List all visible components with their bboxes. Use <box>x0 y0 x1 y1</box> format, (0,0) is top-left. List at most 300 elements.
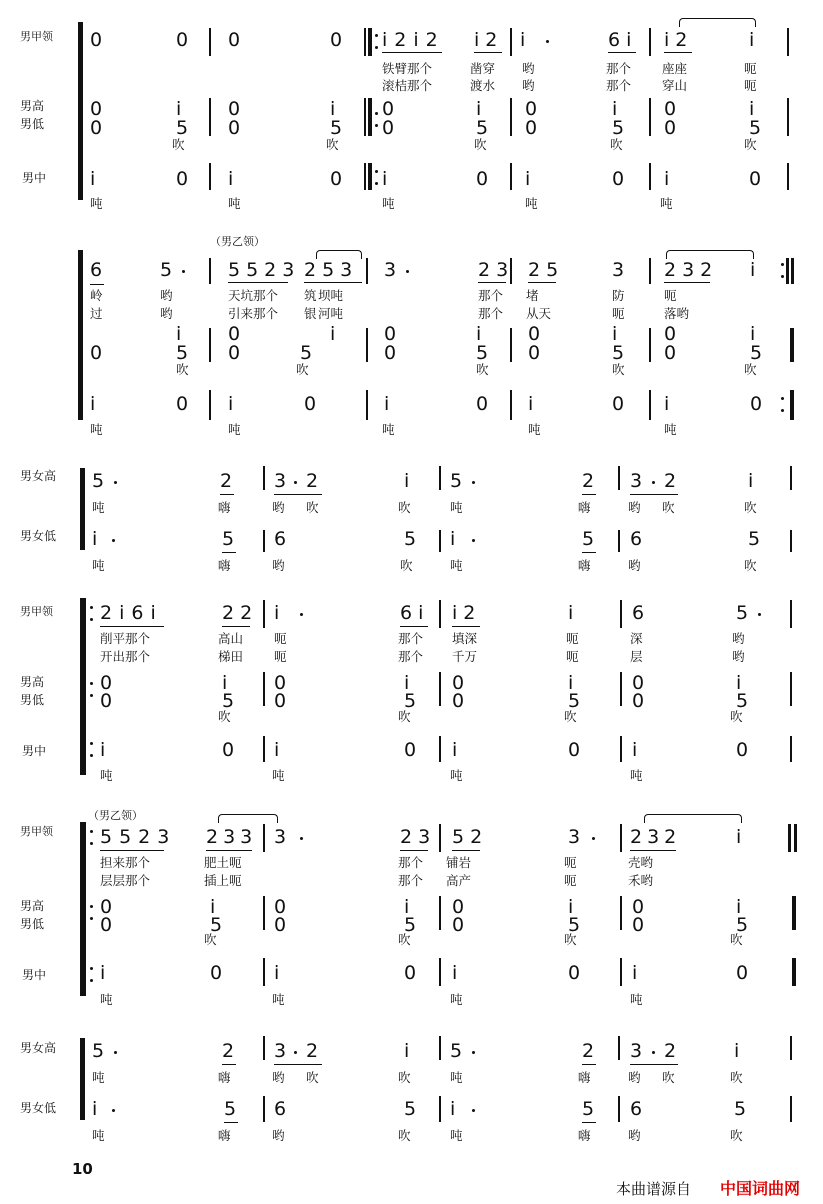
lead-lyric: 哟 <box>160 288 173 303</box>
beam-line <box>582 1064 596 1065</box>
lead-lyric: 哟 <box>732 649 745 664</box>
tie-arc <box>644 814 742 823</box>
beam-line <box>228 282 288 283</box>
lyric: 吹 <box>744 500 757 515</box>
beam-line <box>630 494 678 495</box>
bar-line <box>790 1036 792 1060</box>
lead-lyric: 呃 <box>564 873 577 888</box>
note: 52 <box>452 826 489 848</box>
dun: 吨 <box>382 196 395 211</box>
note: 2 <box>220 470 233 492</box>
note: 5 <box>176 342 189 364</box>
beam-line <box>478 282 506 283</box>
label-nanzhong: 男中 <box>22 744 47 758</box>
bar-line <box>790 672 792 706</box>
beam-line <box>220 494 234 495</box>
note: 5 <box>450 470 463 492</box>
lead-lyric: 深 <box>630 631 643 646</box>
bar-line <box>368 98 372 136</box>
lyric: 哟 <box>628 558 641 573</box>
lyric: 吨 <box>92 558 105 573</box>
note: 0 <box>568 739 581 761</box>
dun: 吨 <box>630 768 643 783</box>
bar-line <box>620 672 622 706</box>
note: 2 <box>664 470 677 492</box>
lead-lyric: 开出那个 <box>100 649 151 664</box>
bar-line <box>209 98 211 136</box>
dun: 吨 <box>630 992 643 1007</box>
note: 5 <box>750 342 763 364</box>
note: 3 <box>630 1040 643 1062</box>
note: 23 <box>478 259 515 281</box>
note: 5 <box>404 914 417 936</box>
dot-mark <box>375 170 378 173</box>
lead-lyric: 穿山 <box>662 78 688 93</box>
dot-mark <box>375 46 378 49</box>
note: 0 <box>404 739 417 761</box>
bar-line <box>620 958 622 986</box>
lead-lyric: 河吨 <box>318 306 344 321</box>
note: 0 <box>176 29 189 51</box>
bar-line <box>510 163 512 190</box>
note: 5 <box>176 117 189 139</box>
note: 0 <box>90 98 103 120</box>
bar-line <box>790 466 792 490</box>
note: i <box>274 739 280 761</box>
bar-line <box>620 736 622 762</box>
bar-line <box>794 824 797 852</box>
beam-line <box>222 552 236 553</box>
note: 5 <box>210 914 223 936</box>
dot-mark <box>375 182 378 185</box>
lyric: 吹 <box>730 1128 743 1143</box>
note: 233 <box>206 826 258 848</box>
note: i <box>520 29 526 51</box>
note: 2 <box>306 1040 319 1062</box>
note: 0 <box>384 323 397 345</box>
bar-line <box>618 530 620 552</box>
note: 5 <box>612 117 625 139</box>
note: 0 <box>228 98 241 120</box>
lyric: 吹 <box>398 1128 411 1143</box>
lead-lyric: 插上呃 <box>204 873 242 888</box>
note: 5 <box>404 690 417 712</box>
source-label: 本曲谱源自 <box>616 1180 692 1198</box>
note: 6 <box>630 528 643 550</box>
lyric: 吹 <box>306 500 319 515</box>
lead-lyric: 座座 <box>662 61 688 76</box>
bar-line <box>263 600 265 628</box>
dun: 吨 <box>100 992 113 1007</box>
note: i <box>404 470 410 492</box>
bar-line <box>439 958 441 986</box>
label-nannv-gao: 男女高 <box>20 469 57 483</box>
dun: 吨 <box>228 196 241 211</box>
beam-line <box>206 850 252 851</box>
dun: 吨 <box>450 992 463 1007</box>
bar-line <box>439 1096 441 1122</box>
note: 0 <box>736 739 749 761</box>
beam-line <box>222 1064 236 1065</box>
note: 6 <box>90 259 103 281</box>
chui: 吹 <box>564 932 577 947</box>
lyric: 嗨 <box>218 500 231 515</box>
note: 5 <box>450 1040 463 1062</box>
note: 5523 <box>100 826 177 848</box>
chui: 吹 <box>218 709 231 724</box>
bar-line <box>366 328 368 362</box>
lyric: 吹 <box>744 558 757 573</box>
lead-lyric: 那个 <box>398 855 424 870</box>
lyric: 吹 <box>306 1070 319 1085</box>
bar-line <box>263 672 265 706</box>
note: 5 <box>568 690 581 712</box>
note: 232 <box>630 826 682 848</box>
lead-lyric: 防 <box>612 288 625 303</box>
chui: 吹 <box>744 362 757 377</box>
note: 2i6i <box>100 602 163 624</box>
lead-lyric: 那个 <box>478 306 504 321</box>
lead-lyric: 落哟 <box>664 306 690 321</box>
lead-lyric: 那个 <box>478 288 504 303</box>
note: i <box>748 470 754 492</box>
note: 6 <box>630 1098 643 1120</box>
note: i <box>568 672 574 694</box>
bar-line <box>787 28 789 56</box>
bar-line <box>209 28 211 56</box>
bar-line <box>368 28 372 56</box>
note: i <box>750 323 756 345</box>
note: 0 <box>664 117 677 139</box>
bar-line <box>263 1036 265 1060</box>
lead-lyric: 哟 <box>160 306 173 321</box>
note: 23 <box>400 826 437 848</box>
lead-lyric: 梯田 <box>218 649 244 664</box>
note: 0 <box>330 29 343 51</box>
lyric: 哟 <box>272 558 285 573</box>
note: 6 <box>274 528 287 550</box>
note: 5523 <box>228 259 301 281</box>
bar-line <box>620 600 622 628</box>
note: 5 <box>222 528 235 550</box>
note: 0 <box>736 962 749 984</box>
note: 5 <box>582 528 595 550</box>
note: 2 <box>306 470 319 492</box>
dot-mark <box>300 837 303 840</box>
note: 5 <box>224 1098 237 1120</box>
lead-lyric: 呃 <box>664 288 677 303</box>
dot-mark <box>758 613 761 616</box>
note: 3 <box>274 1040 287 1062</box>
note: 5 <box>736 602 749 624</box>
lead-lyric: 从天 <box>526 306 552 321</box>
dot-mark <box>781 409 784 412</box>
bar-line <box>510 28 512 56</box>
note: 3 <box>612 259 625 281</box>
chui: 吹 <box>176 362 189 377</box>
note: i <box>210 896 216 918</box>
label-nannv-gao: 男女高 <box>20 1041 57 1055</box>
beam-line <box>100 626 164 627</box>
note: i <box>736 896 742 918</box>
note: i <box>749 98 755 120</box>
lead-lyric: 引来那个 <box>228 306 279 321</box>
beam-line <box>224 1122 238 1123</box>
note: 0 <box>525 98 538 120</box>
beam-line <box>400 850 428 851</box>
note: 2 <box>222 1040 235 1062</box>
label-nannv-di: 男女低 <box>20 529 57 543</box>
bar-line <box>209 328 211 362</box>
bar-line <box>510 390 512 420</box>
note: i <box>450 528 456 550</box>
note: i2 <box>474 29 504 51</box>
site-name[interactable]: 中国词曲网 <box>720 1179 801 1198</box>
chui: 吹 <box>730 932 743 947</box>
label-nanyi-ling: （男乙领） <box>88 809 143 822</box>
dot-mark <box>472 1109 475 1112</box>
note: 0 <box>528 342 541 364</box>
note: i <box>632 962 638 984</box>
beam-line <box>304 282 362 283</box>
bar-line <box>649 390 651 420</box>
chui: 吹 <box>474 137 487 152</box>
lyric: 吹 <box>398 1070 411 1085</box>
dun: 吨 <box>90 422 103 437</box>
dot-mark <box>90 606 93 609</box>
dot-mark <box>90 967 93 970</box>
note: 5 <box>160 259 173 281</box>
note: i <box>274 602 280 624</box>
chui: 吹 <box>172 137 185 152</box>
lyric: 嗨 <box>578 1128 591 1143</box>
note: i2i2 <box>382 29 445 51</box>
system-bracket <box>78 250 83 420</box>
note: 3 <box>630 470 643 492</box>
note: 5 <box>476 117 489 139</box>
dot-mark <box>90 694 93 697</box>
beam-line <box>400 626 428 627</box>
note: 0 <box>404 962 417 984</box>
lyric: 嗨 <box>578 1070 591 1085</box>
note: i <box>612 323 618 345</box>
dot-mark <box>114 1051 117 1054</box>
dun: 吨 <box>382 422 395 437</box>
note: i <box>274 962 280 984</box>
tie-arc <box>316 250 362 259</box>
dun: 吨 <box>660 196 673 211</box>
chui: 吹 <box>612 362 625 377</box>
lead-lyric: 禾哟 <box>628 873 654 888</box>
note: 0 <box>210 962 223 984</box>
bar-line <box>791 258 794 284</box>
note: 0 <box>382 98 395 120</box>
lead-lyric: 那个 <box>398 631 424 646</box>
lead-lyric: 高山 <box>218 631 244 646</box>
lyric: 嗨 <box>578 500 591 515</box>
label-nandi: 男低 <box>20 117 45 131</box>
dot-mark <box>112 1109 115 1112</box>
label-nanzhong: 男中 <box>22 968 47 982</box>
label-nanjia-ling: 男甲领 <box>20 825 53 838</box>
lyric: 吨 <box>92 1128 105 1143</box>
label-nangao: 男高 <box>20 99 45 113</box>
beam-line <box>630 850 676 851</box>
bar-line <box>792 958 796 986</box>
note: i <box>228 168 234 190</box>
beam-line <box>664 52 692 53</box>
label-nanyi-ling: （男乙领） <box>210 235 265 248</box>
lead-lyric: 那个 <box>606 61 632 76</box>
bar-line <box>263 896 265 930</box>
note: i <box>476 98 482 120</box>
system-bracket <box>80 468 85 550</box>
note: i <box>476 323 482 345</box>
lyric: 吹 <box>400 558 413 573</box>
lead-lyric: 呃 <box>744 78 757 93</box>
bar-line <box>209 390 211 420</box>
note: i <box>750 259 756 281</box>
bar-line <box>787 98 789 136</box>
dot-mark <box>90 917 93 920</box>
bar-line <box>83 598 86 775</box>
dun: 吨 <box>664 422 677 437</box>
lead-lyric: 呃 <box>612 306 625 321</box>
note: 0 <box>100 896 113 918</box>
note: 0 <box>632 690 645 712</box>
dot-mark <box>90 754 93 757</box>
note: i <box>664 168 670 190</box>
lyric: 吹 <box>730 1070 743 1085</box>
note: 0 <box>274 690 287 712</box>
bar-line <box>439 1036 441 1060</box>
bar-line <box>649 258 651 284</box>
note: i <box>568 602 574 624</box>
dot-mark <box>472 539 475 542</box>
note: i <box>734 1040 740 1062</box>
lead-lyric: 哟 <box>522 78 535 93</box>
note: 5 <box>612 342 625 364</box>
lyric: 吹 <box>662 1070 675 1085</box>
beam-line <box>582 1122 596 1123</box>
beam-line <box>582 552 596 553</box>
lyric: 嗨 <box>218 558 231 573</box>
lyric: 吨 <box>92 1070 105 1085</box>
dun: 吨 <box>90 196 103 211</box>
bar-line <box>510 328 512 362</box>
beam-line <box>528 282 556 283</box>
lyric: 哟 <box>272 1128 285 1143</box>
lead-lyric: 岭 <box>90 288 103 303</box>
note: 0 <box>452 690 465 712</box>
note: 0 <box>664 323 677 345</box>
note: i <box>736 672 742 694</box>
dot-mark <box>652 481 655 484</box>
dot-mark <box>114 481 117 484</box>
lead-lyric: 呃 <box>744 61 757 76</box>
lyric: 吨 <box>450 1070 463 1085</box>
bar-line <box>620 896 622 930</box>
note: 5 <box>92 470 105 492</box>
dot-mark <box>112 539 115 542</box>
note: 0 <box>100 690 113 712</box>
label-nangao: 男高 <box>20 899 45 913</box>
note: i <box>528 393 534 415</box>
bar-line <box>368 163 372 190</box>
beam-line <box>452 626 480 627</box>
bar-line <box>649 28 651 56</box>
note: 2 <box>582 470 595 492</box>
chui: 吹 <box>744 137 757 152</box>
note: 0 <box>228 117 241 139</box>
note: i <box>452 962 458 984</box>
note: 0 <box>176 393 189 415</box>
note: 5 <box>568 914 581 936</box>
lead-lyric: 那个 <box>606 78 632 93</box>
lead-lyric: 渡水 <box>470 78 496 93</box>
lead-lyric: 滚桔那个 <box>382 78 433 93</box>
dot-mark <box>90 979 93 982</box>
bar-line <box>364 28 366 56</box>
note: 0 <box>476 168 489 190</box>
lead-lyric: 坝吨 <box>318 288 344 303</box>
bar-line <box>790 390 794 420</box>
lead-lyric: 千万 <box>452 649 478 664</box>
lead-lyric: 呃 <box>564 855 577 870</box>
bar-line <box>439 600 441 628</box>
beam-line <box>100 850 164 851</box>
chui: 吹 <box>730 709 743 724</box>
dun: 吨 <box>100 768 113 783</box>
note: 5 <box>404 1098 417 1120</box>
lead-lyric: 呃 <box>566 631 579 646</box>
note: 0 <box>664 98 677 120</box>
note: 0 <box>382 117 395 139</box>
lyric: 吹 <box>662 500 675 515</box>
chui: 吹 <box>564 709 577 724</box>
dot-mark <box>406 270 409 273</box>
lead-lyric: 削平那个 <box>100 631 151 646</box>
dot-mark <box>375 34 378 37</box>
lyric: 吨 <box>450 558 463 573</box>
note: 3 <box>384 259 397 281</box>
bar-line <box>263 824 265 852</box>
bar-line <box>439 736 441 762</box>
bar-line <box>439 530 441 552</box>
bar-line <box>209 163 211 190</box>
note: i <box>568 896 574 918</box>
note: 2 <box>664 1040 677 1062</box>
beam-line <box>630 1064 678 1065</box>
note: 0 <box>176 168 189 190</box>
note: 2 <box>582 1040 595 1062</box>
lyric: 哟 <box>628 500 641 515</box>
note: i <box>664 393 670 415</box>
note: 0 <box>612 393 625 415</box>
dot-mark <box>90 842 93 845</box>
bar-line <box>787 163 789 190</box>
note: 0 <box>525 117 538 139</box>
dun: 吨 <box>528 422 541 437</box>
bar-line <box>366 258 368 284</box>
lead-lyric: 铁臂那个 <box>382 61 433 76</box>
bar-line <box>790 736 792 762</box>
dun: 吨 <box>228 422 241 437</box>
note: i <box>384 393 390 415</box>
bar-line <box>263 1096 265 1122</box>
note: 0 <box>632 896 645 918</box>
note: i <box>228 393 234 415</box>
